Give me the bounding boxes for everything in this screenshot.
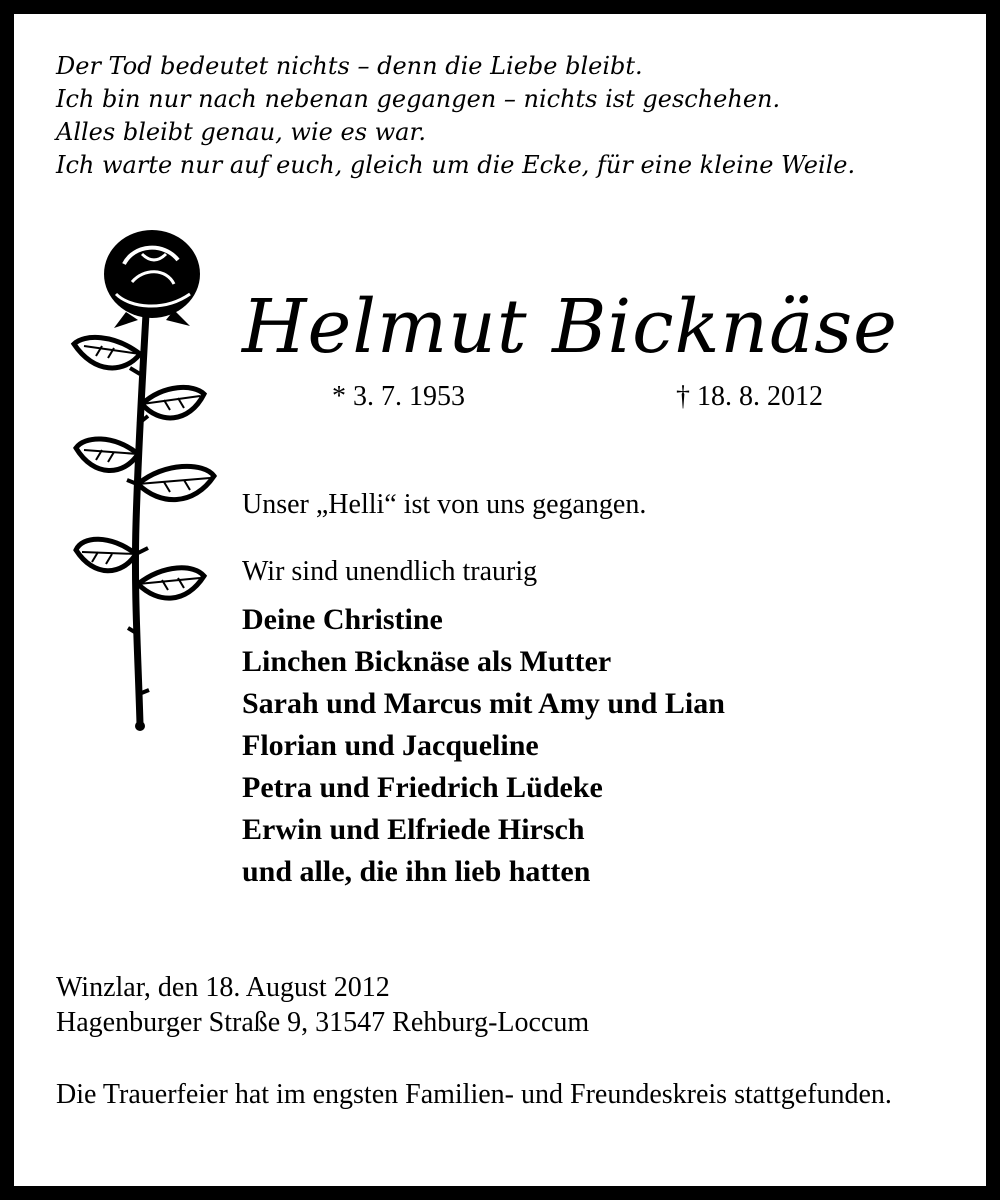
address: Hagenburger Straße 9, 31547 Rehburg-Loccum [56,1007,590,1038]
poem-line: Ich warte nur auf euch, gleich um die Ecke, für eine kleine Weile. [56,151,856,179]
mourner: Petra und Friedrich Lüdeke [242,771,603,804]
message-gone: Unser „Helli“ ist von uns gegangen. [242,489,647,520]
poem-line: Der Tod bedeutet nichts – denn die Liebe bleibt. [56,52,643,80]
birth-date: * 3. 7. 1953 [332,381,465,412]
mourner: Linchen Bicknäse als Mutter [242,645,612,678]
mourner: Deine Christine [242,603,443,636]
poem-line: Alles bleibt genau, wie es war. [56,118,426,146]
mourner: Erwin und Elfriede Hirsch [242,813,585,846]
mourners-list [242,599,725,893]
poem-line: Ich bin nur nach nebenan gegangen – nichts ist geschehen. [56,85,781,113]
poem [56,50,976,182]
place-date: Winzlar, den 18. August 2012 [56,972,390,1003]
rose-icon [54,224,234,744]
funeral-notice: Die Trauerfeier hat im engsten Familien- und Freundeskreis stattgefunden. [56,1079,892,1110]
mourner: Sarah und Marcus mit Amy und Lian [242,687,725,720]
message-sad: Wir sind unendlich traurig [242,556,538,587]
mourner: und alle, die ihn lieb hatten [242,855,591,888]
deceased-name: Helmut Bicknäse [242,284,898,370]
mourner: Florian und Jacqueline [242,729,539,762]
death-date: † 18. 8. 2012 [676,381,823,412]
